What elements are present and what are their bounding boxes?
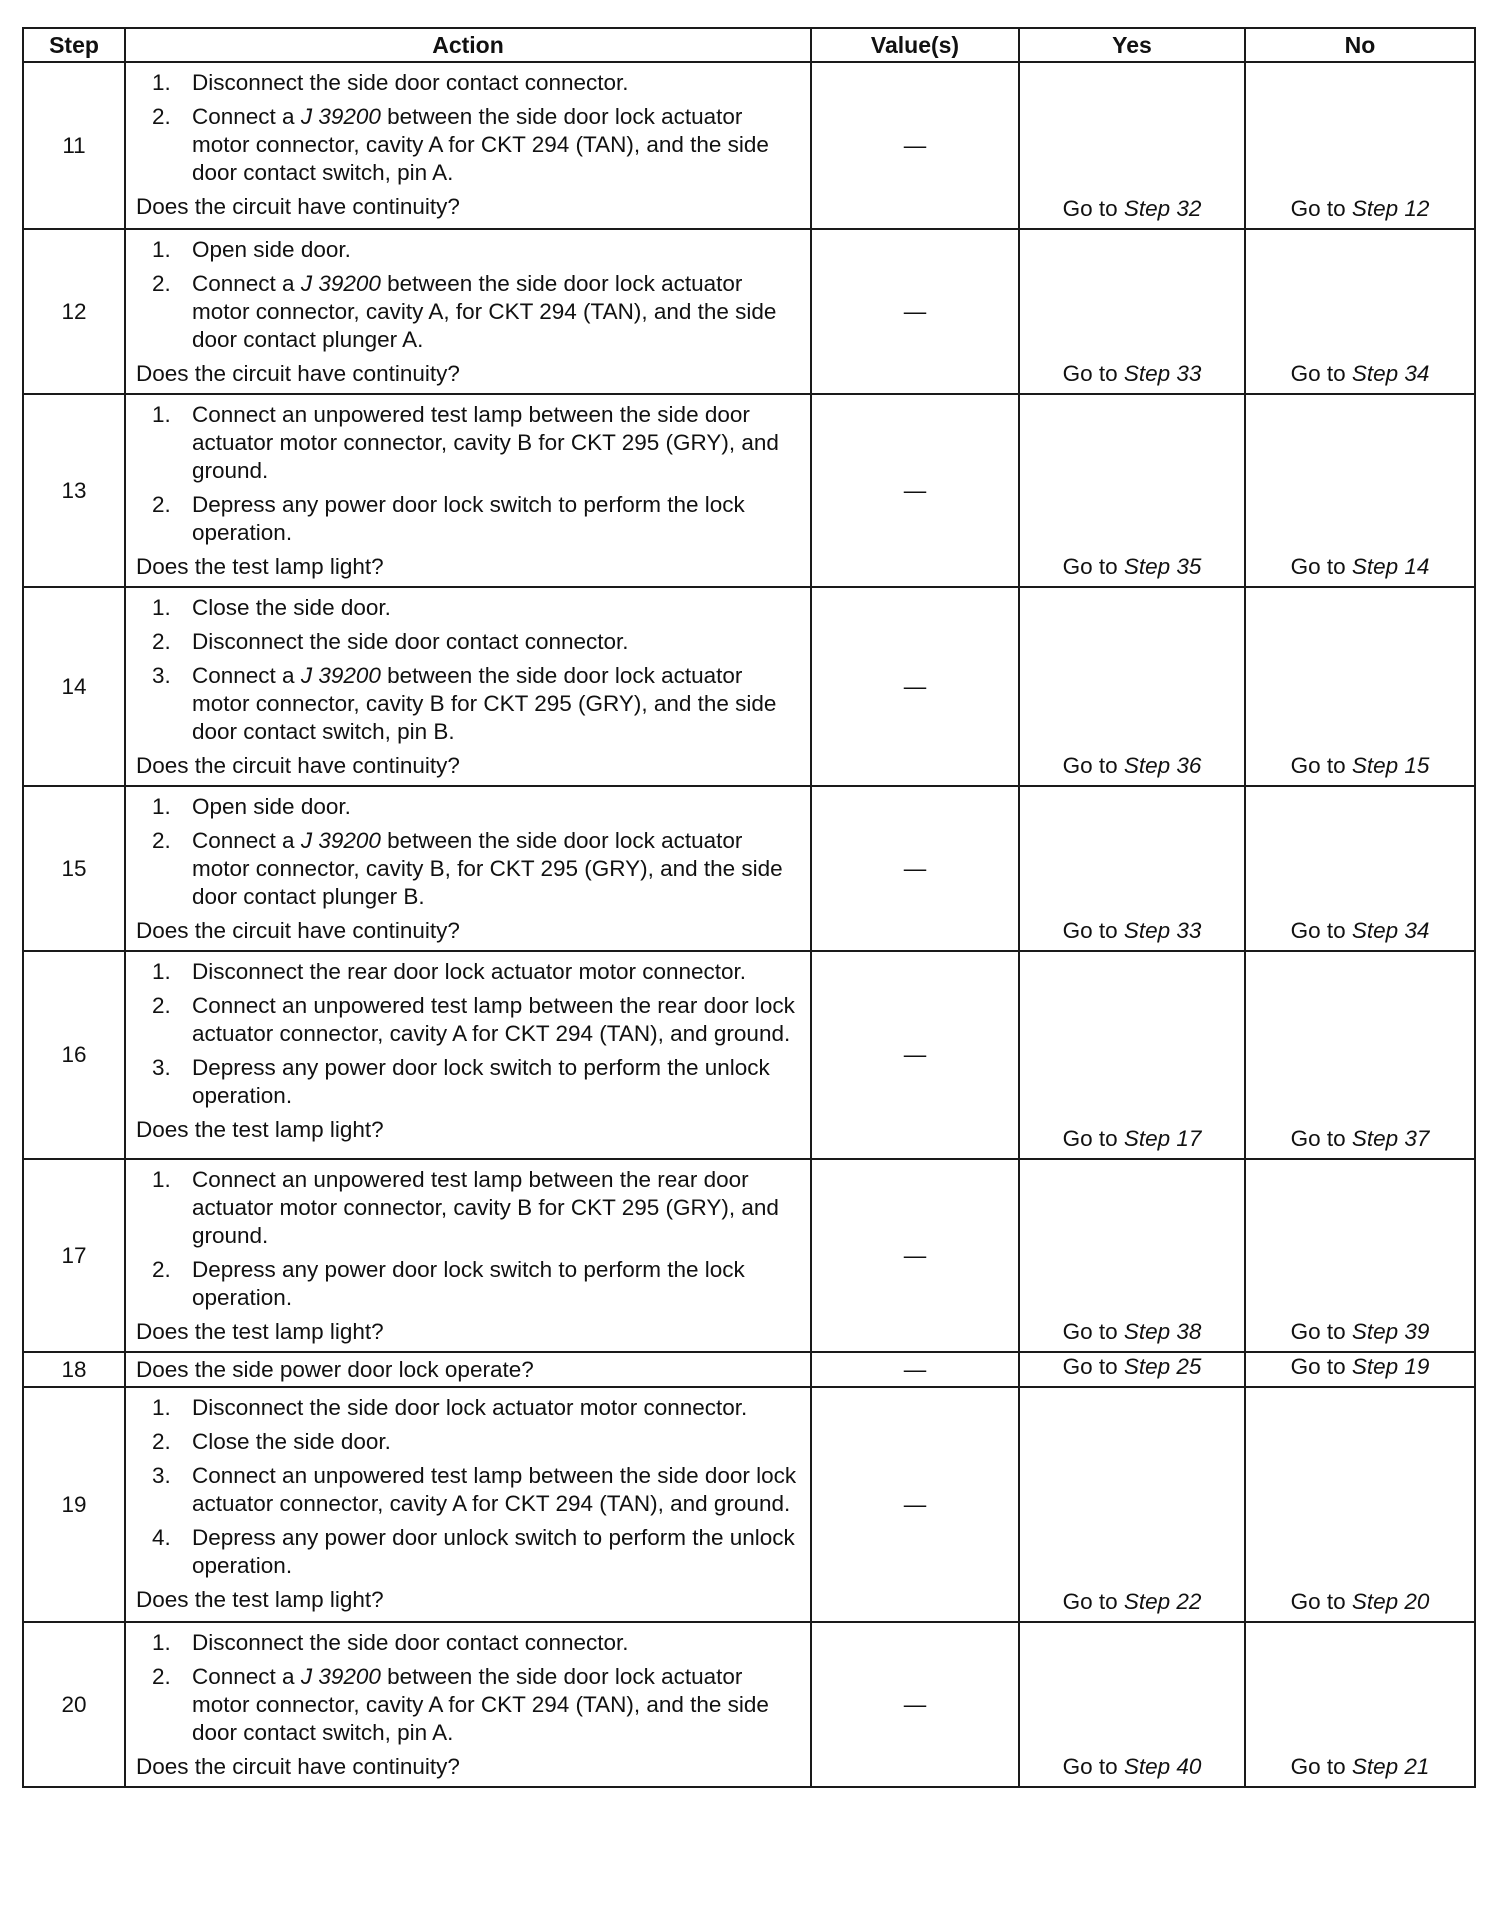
action-step-number: 1. xyxy=(152,959,171,984)
diagnostic-table-container xyxy=(22,27,1474,1788)
action-text: Connect a xyxy=(192,663,301,688)
action-steps-list xyxy=(136,69,800,187)
step-number: 19 xyxy=(23,1387,125,1622)
value-cell: — xyxy=(811,587,1019,786)
yes-cell xyxy=(1019,1159,1245,1352)
no-cell xyxy=(1245,587,1475,786)
goto-step-reference: Step 12 xyxy=(1351,196,1430,221)
no-cell xyxy=(1245,394,1475,587)
yes-cell xyxy=(1019,786,1245,951)
goto-step-reference: Step 21 xyxy=(1351,1754,1430,1779)
goto-prefix: Go to xyxy=(1062,196,1124,221)
tool-reference: J 39200 xyxy=(300,828,381,853)
goto-prefix: Go to xyxy=(1062,1589,1124,1614)
action-text: between the side door lock actuator motor connector, cavity B, for CKT 295 (GRY), and the side door contact plunger B. xyxy=(192,828,783,909)
goto-step-reference: Step 39 xyxy=(1351,1319,1430,1344)
value-cell: — xyxy=(811,394,1019,587)
action-step-item xyxy=(136,1428,800,1456)
goto-prefix: Go to xyxy=(1290,196,1352,221)
step-number: 15 xyxy=(23,786,125,951)
no-cell xyxy=(1245,62,1475,229)
goto-step-reference: Step 34 xyxy=(1351,361,1430,386)
goto-step-reference: Step 20 xyxy=(1351,1589,1430,1614)
goto-prefix: Go to xyxy=(1062,918,1124,943)
goto-prefix: Go to xyxy=(1290,918,1352,943)
action-text: Disconnect the side door contact connector. xyxy=(192,1630,629,1655)
action-cell xyxy=(125,951,811,1159)
action-step-number: 2. xyxy=(152,629,171,654)
action-question: Does the test lamp light? xyxy=(136,1319,384,1344)
goto-step-reference: Step 14 xyxy=(1351,554,1430,579)
step-number: 14 xyxy=(23,587,125,786)
action-step-number: 1. xyxy=(152,402,171,427)
action-step-item xyxy=(136,958,800,986)
action-question: Does the circuit have continuity? xyxy=(136,753,460,778)
value-cell: — xyxy=(811,62,1019,229)
goto-step-reference: Step 38 xyxy=(1123,1319,1202,1344)
goto-step-reference: Step 33 xyxy=(1123,918,1202,943)
header-yes: Yes xyxy=(1019,28,1245,62)
action-question: Does the test lamp light? xyxy=(136,1587,384,1612)
action-text: Connect an unpowered test lamp between the rear door lock actuator connector, cavity A for CKT 294 (TAN), and ground. xyxy=(192,993,795,1046)
goto-prefix: Go to xyxy=(1062,753,1124,778)
action-text: Open side door. xyxy=(192,794,351,819)
action-step-number: 1. xyxy=(152,237,171,262)
action-text: Disconnect the rear door lock actuator motor connector. xyxy=(192,959,747,984)
action-step-item xyxy=(136,628,800,656)
action-question: Does the circuit have continuity? xyxy=(136,1754,460,1779)
action-text: Connect an unpowered test lamp between the side door lock actuator connector, cavity A for CKT 294 (TAN), and ground. xyxy=(192,1463,797,1516)
yes-cell xyxy=(1019,1622,1245,1787)
action-step-number: 2. xyxy=(152,1257,171,1282)
action-text: between the side door lock actuator motor connector, cavity B for CKT 295 (GRY), and the side door contact switch, pin B. xyxy=(192,663,777,744)
action-cell xyxy=(125,1387,811,1622)
action-step-number: 2. xyxy=(152,492,171,517)
no-cell xyxy=(1245,1622,1475,1787)
action-step-number: 1. xyxy=(152,794,171,819)
goto-prefix: Go to xyxy=(1290,753,1352,778)
table-row xyxy=(23,587,1475,786)
action-step-number: 3. xyxy=(152,1463,171,1488)
action-steps-list xyxy=(136,401,800,547)
action-step-number: 1. xyxy=(152,1167,171,1192)
action-text: Connect a xyxy=(192,1664,301,1689)
action-steps-list xyxy=(136,1629,800,1747)
action-step-number: 2. xyxy=(152,1429,171,1454)
action-text: Disconnect the side door contact connector. xyxy=(192,70,629,95)
action-step-item xyxy=(136,1663,800,1747)
action-step-number: 1. xyxy=(152,595,171,620)
action-text: Depress any power door lock switch to perform the lock operation. xyxy=(192,492,745,545)
action-text: Connect an unpowered test lamp between the side door actuator motor connector, cavity B for CKT 295 (GRY), and ground. xyxy=(192,402,779,483)
action-steps-list xyxy=(136,958,800,1110)
yes-cell xyxy=(1019,394,1245,587)
goto-prefix: Go to xyxy=(1062,1754,1124,1779)
action-step-number: 2. xyxy=(152,993,171,1018)
action-step-item xyxy=(136,1462,800,1518)
action-step-item xyxy=(136,1054,800,1110)
goto-step-reference: Step 17 xyxy=(1123,1126,1202,1151)
goto-step-reference: Step 32 xyxy=(1123,196,1202,221)
value-cell: — xyxy=(811,1352,1019,1387)
action-text: between the side door lock actuator motor connector, cavity A, for CKT 294 (TAN), and the side door contact plunger A. xyxy=(192,271,777,352)
table-row xyxy=(23,786,1475,951)
no-cell xyxy=(1245,1352,1475,1387)
action-cell xyxy=(125,62,811,229)
tool-reference: J 39200 xyxy=(300,663,381,688)
goto-prefix: Go to xyxy=(1062,1319,1124,1344)
action-step-item xyxy=(136,270,800,354)
action-text: Close the side door. xyxy=(192,1429,391,1454)
action-step-number: 2. xyxy=(152,1664,171,1689)
yes-cell xyxy=(1019,951,1245,1159)
action-step-number: 4. xyxy=(152,1525,171,1550)
action-text: Disconnect the side door lock actuator motor connector. xyxy=(192,1395,748,1420)
action-text: Open side door. xyxy=(192,237,351,262)
yes-cell xyxy=(1019,62,1245,229)
header-values: Value(s) xyxy=(811,28,1019,62)
action-text: between the side door lock actuator motor connector, cavity A for CKT 294 (TAN), and the side door contact switch, pin A. xyxy=(192,104,769,185)
action-text: Depress any power door unlock switch to perform the unlock operation. xyxy=(192,1525,795,1578)
action-step-item xyxy=(136,662,800,746)
action-step-number: 1. xyxy=(152,1630,171,1655)
table-row xyxy=(23,1352,1475,1387)
action-step-item xyxy=(136,793,800,821)
action-step-number: 2. xyxy=(152,828,171,853)
action-step-item xyxy=(136,236,800,264)
action-step-item xyxy=(136,594,800,622)
table-body xyxy=(23,62,1475,1787)
action-step-number: 3. xyxy=(152,663,171,688)
goto-prefix: Go to xyxy=(1062,1126,1124,1151)
action-step-number: 2. xyxy=(152,104,171,129)
table-row xyxy=(23,1387,1475,1622)
step-number: 20 xyxy=(23,1622,125,1787)
step-number: 18 xyxy=(23,1352,125,1387)
table-row xyxy=(23,394,1475,587)
value-cell: — xyxy=(811,229,1019,394)
goto-prefix: Go to xyxy=(1290,1354,1352,1379)
action-cell xyxy=(125,1159,811,1352)
action-question: Does the circuit have continuity? xyxy=(136,918,460,943)
no-cell xyxy=(1245,1159,1475,1352)
action-steps-list xyxy=(136,793,800,911)
goto-prefix: Go to xyxy=(1062,1354,1124,1379)
action-step-item xyxy=(136,1166,800,1250)
yes-cell xyxy=(1019,1387,1245,1622)
action-text: Connect a xyxy=(192,828,301,853)
tool-reference: J 39200 xyxy=(300,1664,381,1689)
goto-prefix: Go to xyxy=(1290,554,1352,579)
table-row xyxy=(23,62,1475,229)
action-step-item xyxy=(136,401,800,485)
yes-cell xyxy=(1019,1352,1245,1387)
tool-reference: J 39200 xyxy=(300,271,381,296)
goto-prefix: Go to xyxy=(1290,1126,1352,1151)
goto-step-reference: Step 36 xyxy=(1123,753,1202,778)
step-number: 16 xyxy=(23,951,125,1159)
goto-prefix: Go to xyxy=(1062,361,1124,386)
goto-step-reference: Step 40 xyxy=(1123,1754,1202,1779)
action-text: Disconnect the side door contact connector. xyxy=(192,629,629,654)
action-question: Does the test lamp light? xyxy=(136,554,384,579)
action-text: Depress any power door lock switch to perform the unlock operation. xyxy=(192,1055,770,1108)
action-text: Connect an unpowered test lamp between the rear door actuator motor connector, cavity B for CKT 295 (GRY), and ground. xyxy=(192,1167,779,1248)
action-step-number: 1. xyxy=(152,70,171,95)
action-steps-list xyxy=(136,236,800,354)
action-steps-list xyxy=(136,1394,800,1580)
step-number: 13 xyxy=(23,394,125,587)
goto-prefix: Go to xyxy=(1290,361,1352,386)
action-question: Does the test lamp light? xyxy=(136,1117,384,1142)
action-step-number: 3. xyxy=(152,1055,171,1080)
action-step-number: 2. xyxy=(152,271,171,296)
no-cell xyxy=(1245,229,1475,394)
goto-step-reference: Step 34 xyxy=(1351,918,1430,943)
action-step-item xyxy=(136,992,800,1048)
action-steps-list xyxy=(136,594,800,746)
action-text: between the side door lock actuator motor connector, cavity A for CKT 294 (TAN), and the side door contact switch, pin A. xyxy=(192,1664,769,1745)
action-step-item xyxy=(136,1256,800,1312)
value-cell: — xyxy=(811,1159,1019,1352)
no-cell xyxy=(1245,951,1475,1159)
goto-prefix: Go to xyxy=(1062,554,1124,579)
value-cell: — xyxy=(811,786,1019,951)
table-row xyxy=(23,1622,1475,1787)
action-steps-list xyxy=(136,1166,800,1312)
diagnostic-table xyxy=(22,27,1476,1788)
step-number: 12 xyxy=(23,229,125,394)
tool-reference: J 39200 xyxy=(300,104,381,129)
goto-step-reference: Step 19 xyxy=(1351,1354,1430,1379)
header-action: Action xyxy=(125,28,811,62)
yes-cell xyxy=(1019,587,1245,786)
no-cell xyxy=(1245,1387,1475,1622)
goto-step-reference: Step 15 xyxy=(1351,753,1430,778)
action-text: Connect a xyxy=(192,271,301,296)
table-row xyxy=(23,1159,1475,1352)
action-text: Close the side door. xyxy=(192,595,391,620)
action-question: Does the circuit have continuity? xyxy=(136,361,460,386)
action-text: Depress any power door lock switch to perform the lock operation. xyxy=(192,1257,745,1310)
no-cell xyxy=(1245,786,1475,951)
goto-prefix: Go to xyxy=(1290,1589,1352,1614)
table-row xyxy=(23,951,1475,1159)
action-step-item xyxy=(136,69,800,97)
action-step-item xyxy=(136,1394,800,1422)
goto-step-reference: Step 25 xyxy=(1123,1354,1202,1379)
action-step-item xyxy=(136,491,800,547)
goto-step-reference: Step 33 xyxy=(1123,361,1202,386)
header-step: Step xyxy=(23,28,125,62)
value-cell: — xyxy=(811,951,1019,1159)
action-cell xyxy=(125,1352,811,1387)
action-cell xyxy=(125,229,811,394)
goto-prefix: Go to xyxy=(1290,1754,1352,1779)
goto-step-reference: Step 22 xyxy=(1123,1589,1202,1614)
goto-step-reference: Step 37 xyxy=(1351,1126,1430,1151)
step-number: 11 xyxy=(23,62,125,229)
action-text: Connect a xyxy=(192,104,301,129)
action-step-item xyxy=(136,827,800,911)
action-step-item xyxy=(136,1524,800,1580)
action-cell xyxy=(125,394,811,587)
table-row xyxy=(23,229,1475,394)
goto-prefix: Go to xyxy=(1290,1319,1352,1344)
goto-step-reference: Step 35 xyxy=(1123,554,1202,579)
table-header-row xyxy=(23,28,1475,62)
action-cell xyxy=(125,587,811,786)
action-step-item xyxy=(136,1629,800,1657)
action-step-item xyxy=(136,103,800,187)
action-cell xyxy=(125,786,811,951)
action-cell xyxy=(125,1622,811,1787)
action-question: Does the circuit have continuity? xyxy=(136,194,460,219)
value-cell: — xyxy=(811,1622,1019,1787)
header-no: No xyxy=(1245,28,1475,62)
yes-cell xyxy=(1019,229,1245,394)
action-step-number: 1. xyxy=(152,1395,171,1420)
value-cell: — xyxy=(811,1387,1019,1622)
action-question: Does the side power door lock operate? xyxy=(136,1356,534,1382)
step-number: 17 xyxy=(23,1159,125,1352)
